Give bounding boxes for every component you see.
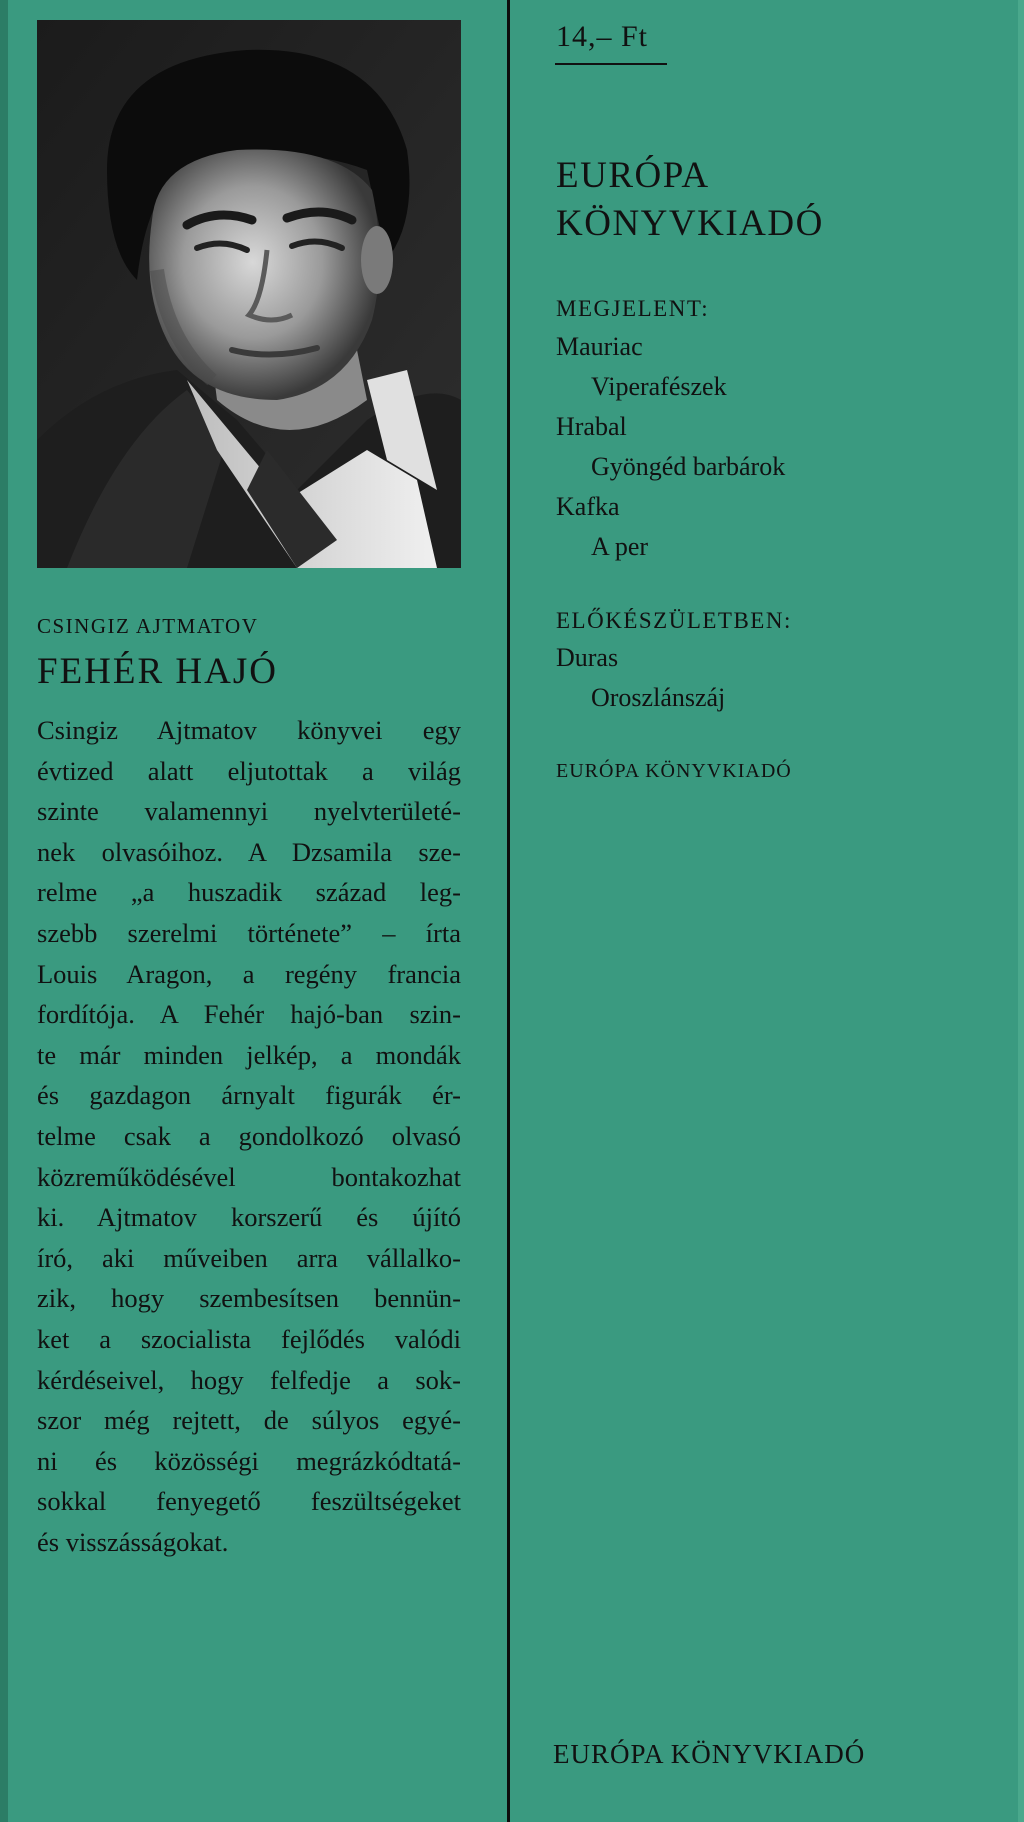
published-author: Mauriac	[556, 332, 643, 361]
blurb-line: író, aki műveiben arra vállalko-	[37, 1242, 461, 1273]
upcoming-list	[556, 638, 725, 718]
blurb-line: telme csak a gondolkozó olvasó	[37, 1120, 461, 1151]
blurb-line: és visszásságokat.	[37, 1526, 229, 1557]
published-heading: MEGJELENT:	[556, 296, 710, 321]
blurb-line: szebb szerelmi története” – írta	[37, 917, 461, 948]
author-portrait-image	[37, 20, 461, 568]
upcoming-book: Oroszlánszáj	[591, 683, 726, 712]
publisher-name	[556, 152, 824, 248]
blurb-line: zik, hogy szembesítsen bennün-	[37, 1283, 461, 1314]
publisher-name-line: KÖNYVKIADÓ	[556, 203, 824, 244]
published-list	[556, 327, 785, 567]
blurb-line: fordítója. A Fehér hajó-ban szin-	[37, 999, 461, 1030]
blurb-line: sokkal fenyegető feszültségeket	[37, 1486, 461, 1517]
blurb-line: ket a szocialista fejlődés valódi	[37, 1323, 461, 1354]
published-book: A per	[591, 532, 649, 561]
blurb-line: ni és közösségi megrázkódtatá-	[37, 1445, 461, 1476]
blurb-line: közreműködésével bontakozhat	[37, 1161, 461, 1192]
blurb-line: Louis Aragon, a regény francia	[37, 958, 461, 989]
blurb-line: ki. Ajtmatov korszerű és újító	[37, 1202, 461, 1233]
blurb-line: évtized alatt eljutottak a világ	[37, 755, 461, 786]
published-book: Viperafészek	[591, 372, 727, 401]
author-name: CSINGIZ AJTMATOV	[37, 614, 259, 638]
publisher-name-line: EURÓPA	[556, 155, 710, 196]
blurb-line: szinte valamennyi nyelvterületé-	[37, 796, 461, 827]
publisher-footer: EURÓPA KÖNYVKIADÓ	[553, 1739, 866, 1769]
blurb-line: kérdéseivel, hogy felfedje a sok-	[37, 1364, 461, 1395]
blurb-line: te már minden jelkép, a mondák	[37, 1039, 461, 1070]
cover-edge-right	[1018, 0, 1024, 1822]
published-author: Kafka	[556, 492, 620, 521]
blurb-line: relme „a huszadik század leg-	[37, 877, 461, 908]
column-divider	[507, 0, 510, 1822]
publisher-imprint: EURÓPA KÖNYVKIADÓ	[556, 760, 792, 782]
blurb-line: Csingiz Ajtmatov könyvei egy	[37, 715, 461, 745]
blurb-line: nek olvasóihoz. A Dzsamila sze-	[37, 836, 461, 867]
price-label: 14,– Ft	[556, 20, 649, 53]
upcoming-heading: ELŐKÉSZÜLETBEN:	[556, 608, 792, 633]
blurb-line: és gazdagon árnyalt figurák ér-	[37, 1080, 461, 1111]
blurb-line: szor még rejtett, de súlyos egyé-	[37, 1405, 461, 1436]
author-photo	[37, 20, 461, 568]
cover-edge-left	[0, 0, 8, 1822]
blurb-text	[37, 710, 461, 1562]
price-underline	[555, 63, 667, 65]
published-author: Hrabal	[556, 412, 627, 441]
book-title: FEHÉR HAJÓ	[37, 651, 278, 692]
published-book: Gyöngéd barbárok	[591, 452, 786, 481]
upcoming-author: Duras	[556, 643, 619, 672]
